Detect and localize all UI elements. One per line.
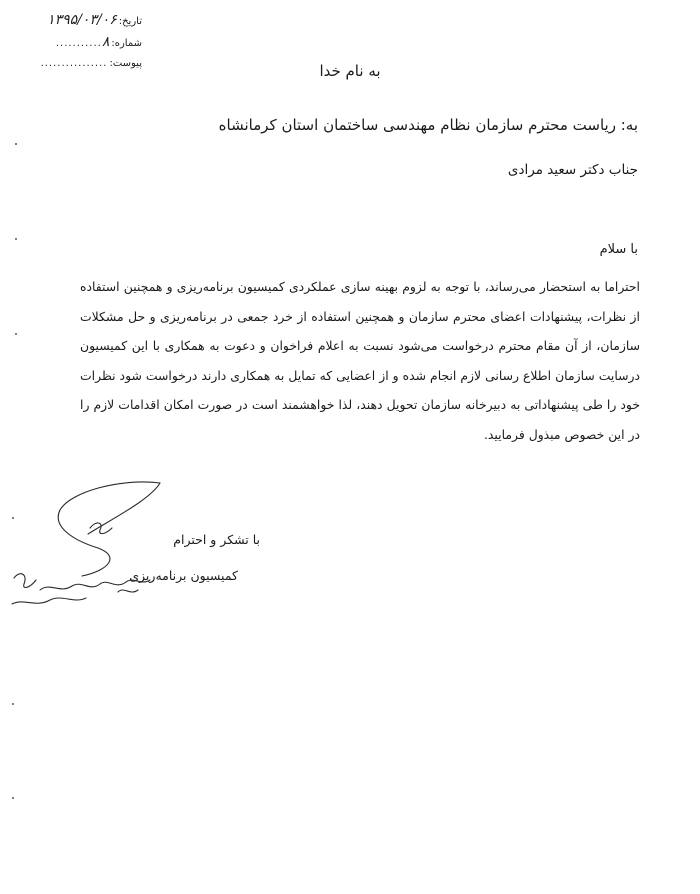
attachment-label: پیوست: <box>109 58 142 69</box>
addressee-line: به: ریاست محترم سازمان نظام مهندسی ساختمان استان کرمانشاه <box>218 116 638 134</box>
signer-line: کمیسیون برنامه‌ریزی <box>129 568 238 583</box>
margin-mark <box>15 333 17 335</box>
margin-mark <box>12 797 14 799</box>
number-row <box>14 32 142 54</box>
margin-mark <box>15 143 17 145</box>
date-label: تاریخ: <box>118 16 142 27</box>
date-value: ۱۳۹۵/۰۳/۰۶ <box>47 12 117 28</box>
attachment-value: ...... <box>82 58 108 69</box>
recipient-name: جناب دکتر سعید مرادی <box>507 162 638 178</box>
attachment-dots: .......... <box>40 58 83 69</box>
greeting: با سلام <box>599 242 638 257</box>
margin-mark <box>15 238 17 240</box>
number-label: شماره: <box>111 38 142 49</box>
date-row <box>14 10 142 32</box>
closing-line: با تشکر و احترام <box>173 532 260 547</box>
margin-mark <box>12 703 14 705</box>
number-dots: ........... <box>55 38 102 49</box>
number-value: ۸ <box>101 34 110 50</box>
letter-body: احتراما به استحضار می‌رساند، با توجه به لزوم بهینه سازی عملکردی کمیسیون برنامه‌ریزی و همچنین استفاده از نظرات، پیشنهادات اعضای محترم سازمان و همچنین استفاده از خرد جمعی در برنامه‌ریزی و حل مشکلات سازمان، از آن مقام محترم درخواست می‌شود نسبت به اعلام فراخوان و دعوت به همکاری با این کمیسیون درسایت سازمان اطلاع رسانی لازم انجام شده و از اعضایی که تمایل به همکاری دارند درخواست شود نظرات خود را طی پیشنهاداتی به دبیرخانه سازمان تحویل دهند، لذا خواهشمند است در صورت امکان اقدامات لازم را در این خصوص مبذول فرمایید. <box>80 279 640 442</box>
margin-mark <box>12 517 14 519</box>
letter-heading: به نام خدا <box>319 62 381 80</box>
